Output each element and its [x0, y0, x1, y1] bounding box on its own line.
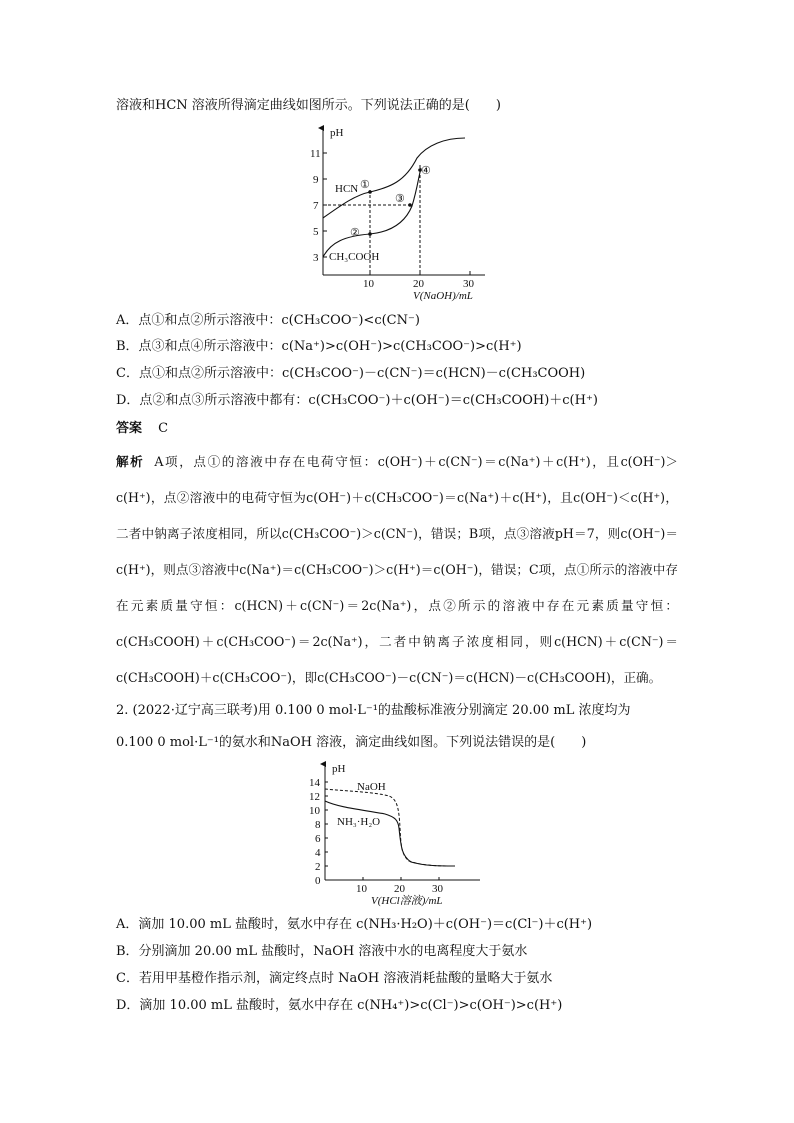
y-tick-label: 10: [309, 805, 320, 817]
marker-1: ①: [360, 179, 370, 191]
y-tick-label: 3: [313, 252, 319, 264]
x-tick-label: 20: [394, 883, 405, 895]
point-2: [368, 232, 372, 236]
ch3cooh-curve: [323, 168, 421, 257]
q1-answer: [116, 420, 168, 438]
y-tick-label: 9: [313, 174, 319, 186]
y-tick-label: 5: [313, 226, 319, 238]
q2-option-b: B．分别滴加 20.00 mL 盐酸时，NaOH 溶液中水的电离程度大于氨水: [116, 944, 528, 959]
q1-analysis: [116, 444, 678, 696]
x-axis-label: V(HCl溶液)/mL: [371, 895, 443, 907]
marker-3: ③: [395, 193, 405, 205]
y-tick-label: 14: [309, 777, 320, 789]
titration-chart-2: [305, 758, 495, 908]
y-tick-label: 4: [315, 847, 321, 859]
q1-stem: 溶液和HCN 溶液所得滴定曲线如图所示。下列说法正确的是( ): [116, 98, 501, 113]
y-tick-label: 6: [315, 833, 321, 845]
y-tick-label: 0: [315, 875, 321, 887]
q2-option-d: D．滴加 10.00 mL 盐酸时，氨水中存在 c(NH₄⁺)>c(Cl⁻)>c(OH⁻)>c(H⁺): [116, 998, 563, 1013]
nh3-label: NH₃·H₂O: [337, 816, 381, 828]
y-tick-label: 11: [310, 148, 321, 160]
y-axis-label: pH: [330, 127, 344, 139]
titration-chart-1: [305, 120, 505, 302]
marker-2: ②: [350, 227, 360, 239]
analysis-label: 解析: [116, 454, 145, 469]
hcn-label: HCN: [335, 183, 359, 195]
hcn-curve: [323, 138, 465, 218]
marker-4: ④: [421, 165, 431, 177]
analysis-text: A项，点①的溶液中存在电荷守恒：c(OH⁻)＋c(CN⁻)＝c(Na⁺)＋c(H⁺)，且c(OH⁻)＞c(H⁺)，点②溶液中的电荷守恒为c(OH⁻)＋c(CH₃COO⁻)＝c(Na⁺)＋c(H⁺)，且c(OH⁻)＜c(H⁺)，二者中钠离子浓度相同，所以c(CH₃COO⁻)＞c(CN⁻)，错误；B项，点③溶液pH＝7，则c(OH⁻)＝c(H⁺)，则点③溶液中c(Na⁺)＝c(CH₃COO⁻)＞c(H⁺)＝c(OH⁻)，错误；C项，点①所示的溶液中存在元素质量守恒：c(HCN)＋c(CN⁻)＝2c(Na⁺)，点②所示的溶液中存在元素质量守恒：c(CH₃COOH)＋c(CH₃COO⁻)＝2c(Na⁺)，二者中钠离子浓度相同，则c(HCN)＋c(CN⁻)＝c(CH₃COOH)＋c(CH₃COO⁻)，即c(CH₃COO⁻)－c(CN⁻)＝c(HCN)－c(CH₃COOH)，正确。: [116, 454, 679, 685]
x-tick-label: 10: [356, 883, 367, 895]
naoh-label: NaOH: [357, 781, 386, 793]
x-tick-label: 30: [432, 883, 443, 895]
answer-value: C: [158, 421, 169, 436]
point-3: [408, 203, 412, 207]
q2-stem-line2: 0.100 0 mol·L⁻¹的氨水和NaOH 溶液，滴定曲线如图。下列说法错误的是( ): [116, 735, 587, 750]
q2-option-a: A．滴加 10.00 mL 盐酸时，氨水中存在 c(NH₃·H₂O)＋c(OH⁻)＝c(Cl⁻)＋c(H⁺): [116, 917, 593, 932]
ch3cooh-label: CH₃COOH: [329, 251, 380, 263]
x-axis-label: V(NaOH)/mL: [413, 290, 473, 302]
y-axis-label: pH: [332, 763, 346, 775]
q1-option-b: B．点③和点④所示溶液中：c(Na⁺)>c(OH⁻)>c(CH₃COO⁻)>c(H⁺): [116, 339, 522, 354]
q2-option-c: C．若用甲基橙作指示剂，滴定终点时 NaOH 溶液消耗盐酸的量略大于氨水: [116, 971, 553, 986]
y-tick-label: 8: [315, 819, 321, 831]
answer-label: 答案: [116, 421, 143, 436]
y-tick-label: 2: [315, 861, 321, 873]
x-tick-label: 10: [363, 278, 374, 290]
x-tick-label: 30: [463, 278, 474, 290]
y-tick-label: 7: [313, 200, 319, 212]
q1-option-d: D．点②和点③所示溶液中都有：c(CH₃COO⁻)＋c(OH⁻)＝c(CH₃COOH)＋c(H⁺): [116, 393, 598, 408]
q2-stem-line1: 2. (2022·辽宁高三联考)用 0.100 0 mol·L⁻¹的盐酸标准液分别滴定 20.00 mL 浓度均为: [116, 703, 631, 718]
nh3-curve: [325, 801, 455, 866]
y-tick-label: 12: [309, 791, 320, 803]
x-tick-label: 20: [413, 278, 424, 290]
q1-option-c: C．点①和点②所示溶液中：c(CH₃COO⁻)－c(CN⁻)＝c(HCN)－c(CH₃COOH): [116, 366, 586, 381]
q1-option-a: A．点①和点②所示溶液中：c(CH₃COO⁻)<c(CN⁻): [116, 313, 420, 328]
